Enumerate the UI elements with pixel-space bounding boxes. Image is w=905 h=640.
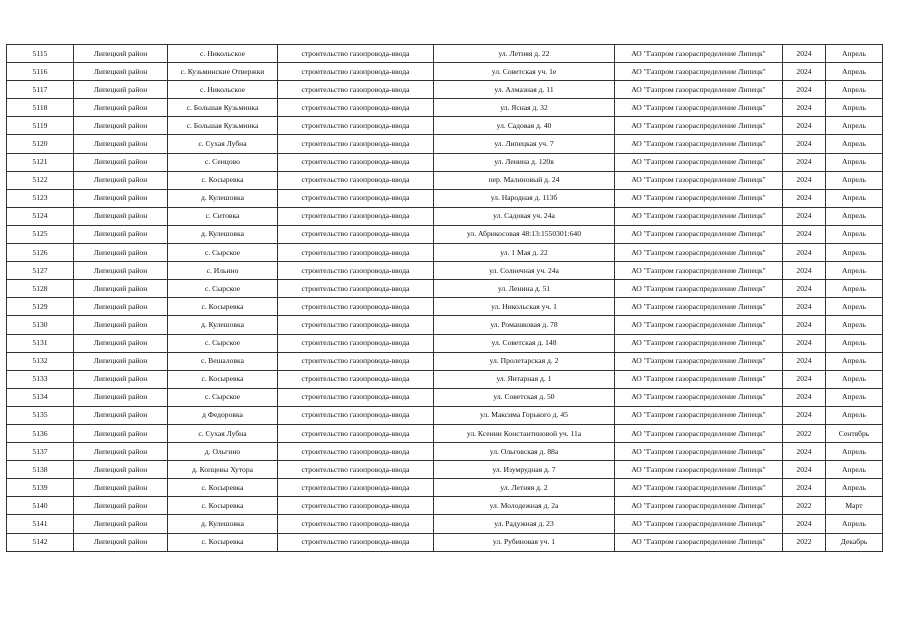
cell-work-type: строительство газопровода-ввода <box>278 244 434 262</box>
cell-row-number: 5119 <box>7 117 74 135</box>
cell-address: ул. Ромашковая д. 78 <box>434 316 615 334</box>
cell-month: Апрель <box>826 189 883 207</box>
cell-month: Апрель <box>826 443 883 461</box>
cell-row-number: 5122 <box>7 171 74 189</box>
cell-address: ул. Летняя д. 22 <box>434 45 615 63</box>
table-row <box>7 334 883 352</box>
cell-row-number: 5138 <box>7 461 74 479</box>
cell-settlement: д. Кулешовка <box>168 515 278 533</box>
cell-work-type: строительство газопровода-ввода <box>278 207 434 225</box>
cell-organization: АО "Газпром газораспределение Липецк" <box>615 352 783 370</box>
cell-address: ул. Ясная д. 32 <box>434 99 615 117</box>
cell-month: Апрель <box>826 388 883 406</box>
table-row <box>7 443 883 461</box>
cell-month: Апрель <box>826 244 883 262</box>
cell-work-type: строительство газопровода-ввода <box>278 334 434 352</box>
cell-district: Липецкий район <box>74 370 168 388</box>
cell-district: Липецкий район <box>74 117 168 135</box>
cell-address: ул. Советская д. 148 <box>434 334 615 352</box>
cell-organization: АО "Газпром газораспределение Липецк" <box>615 189 783 207</box>
cell-address: ул. Ксении Константиновой уч. 11а <box>434 424 615 442</box>
cell-address: ул. Садовая д. 40 <box>434 117 615 135</box>
table-row <box>7 171 883 189</box>
cell-year: 2024 <box>783 479 826 497</box>
cell-settlement: с. Никольское <box>168 45 278 63</box>
cell-district: Липецкий район <box>74 443 168 461</box>
cell-month: Апрель <box>826 370 883 388</box>
cell-address: ул. Максима Горького д. 45 <box>434 406 615 424</box>
cell-work-type: строительство газопровода-ввода <box>278 533 434 551</box>
cell-year: 2022 <box>783 497 826 515</box>
cell-address: ул. Садовая уч. 24а <box>434 207 615 225</box>
cell-year: 2024 <box>783 207 826 225</box>
cell-organization: АО "Газпром газораспределение Липецк" <box>615 497 783 515</box>
cell-row-number: 5116 <box>7 63 74 81</box>
cell-month: Апрель <box>826 461 883 479</box>
document-page <box>6 44 882 552</box>
cell-district: Липецкий район <box>74 479 168 497</box>
cell-year: 2024 <box>783 135 826 153</box>
cell-settlement: с. Косыревка <box>168 298 278 316</box>
table-row <box>7 461 883 479</box>
cell-organization: АО "Газпром газораспределение Липецк" <box>615 244 783 262</box>
cell-settlement: с. Косыревка <box>168 533 278 551</box>
cell-district: Липецкий район <box>74 352 168 370</box>
table-body <box>7 45 883 552</box>
cell-row-number: 5131 <box>7 334 74 352</box>
cell-row-number: 5130 <box>7 316 74 334</box>
cell-work-type: строительство газопровода-ввода <box>278 424 434 442</box>
cell-organization: АО "Газпром газораспределение Липецк" <box>615 63 783 81</box>
cell-organization: АО "Газпром газораспределение Липецк" <box>615 117 783 135</box>
cell-address: ул. Летняя д. 2 <box>434 479 615 497</box>
cell-row-number: 5120 <box>7 135 74 153</box>
cell-work-type: строительство газопровода-ввода <box>278 262 434 280</box>
cell-month: Апрель <box>826 153 883 171</box>
cell-settlement: с. Никольское <box>168 81 278 99</box>
cell-address: ул. Молодежная д. 2а <box>434 497 615 515</box>
cell-year: 2024 <box>783 153 826 171</box>
cell-district: Липецкий район <box>74 406 168 424</box>
cell-district: Липецкий район <box>74 515 168 533</box>
cell-work-type: строительство газопровода-ввода <box>278 63 434 81</box>
cell-address: ул. Народная д. 113б <box>434 189 615 207</box>
cell-row-number: 5142 <box>7 533 74 551</box>
cell-address: пер. Малиновый д. 24 <box>434 171 615 189</box>
cell-address: ул. Ленина д. 120в <box>434 153 615 171</box>
cell-organization: АО "Газпром газораспределение Липецк" <box>615 298 783 316</box>
cell-row-number: 5128 <box>7 280 74 298</box>
cell-settlement: д. Ольгино <box>168 443 278 461</box>
cell-row-number: 5124 <box>7 207 74 225</box>
cell-district: Липецкий район <box>74 63 168 81</box>
cell-work-type: строительство газопровода-ввода <box>278 45 434 63</box>
cell-district: Липецкий район <box>74 81 168 99</box>
cell-settlement: с. Кузьминские Отвержки <box>168 63 278 81</box>
cell-row-number: 5129 <box>7 298 74 316</box>
cell-year: 2024 <box>783 515 826 533</box>
table-row <box>7 99 883 117</box>
cell-organization: АО "Газпром газораспределение Липецк" <box>615 406 783 424</box>
table-row <box>7 153 883 171</box>
cell-address: ул. Рубиновая уч. 1 <box>434 533 615 551</box>
cell-settlement: с. Ильино <box>168 262 278 280</box>
cell-settlement: с. Косыревка <box>168 497 278 515</box>
cell-district: Липецкий район <box>74 533 168 551</box>
cell-address: ул. 1 Мая д. 22 <box>434 244 615 262</box>
cell-row-number: 5118 <box>7 99 74 117</box>
cell-year: 2024 <box>783 45 826 63</box>
table-row <box>7 352 883 370</box>
cell-row-number: 5133 <box>7 370 74 388</box>
cell-month: Апрель <box>826 298 883 316</box>
cell-organization: АО "Газпром газораспределение Липецк" <box>615 316 783 334</box>
cell-district: Липецкий район <box>74 189 168 207</box>
cell-work-type: строительство газопровода-ввода <box>278 171 434 189</box>
cell-settlement: с. Сырское <box>168 244 278 262</box>
table-row <box>7 533 883 551</box>
cell-year: 2024 <box>783 117 826 135</box>
cell-address: ул. Алмазная д. 11 <box>434 81 615 99</box>
cell-month: Апрель <box>826 479 883 497</box>
cell-address: ул. Советская уч. 1е <box>434 63 615 81</box>
cell-year: 2024 <box>783 262 826 280</box>
cell-settlement: с. Ситовка <box>168 207 278 225</box>
cell-organization: АО "Газпром газораспределение Липецк" <box>615 262 783 280</box>
cell-month: Апрель <box>826 45 883 63</box>
cell-district: Липецкий район <box>74 497 168 515</box>
table-row <box>7 280 883 298</box>
cell-district: Липецкий район <box>74 424 168 442</box>
cell-year: 2024 <box>783 99 826 117</box>
cell-year: 2024 <box>783 244 826 262</box>
cell-year: 2024 <box>783 334 826 352</box>
cell-organization: АО "Газпром газораспределение Липецк" <box>615 135 783 153</box>
cell-work-type: строительство газопровода-ввода <box>278 135 434 153</box>
table-row <box>7 388 883 406</box>
cell-address: ул. Пролетарская д. 2 <box>434 352 615 370</box>
cell-address: ул. Советская д. 50 <box>434 388 615 406</box>
cell-month: Апрель <box>826 99 883 117</box>
cell-work-type: строительство газопровода-ввода <box>278 443 434 461</box>
cell-month: Апрель <box>826 117 883 135</box>
cell-month: Апрель <box>826 316 883 334</box>
cell-work-type: строительство газопровода-ввода <box>278 406 434 424</box>
cell-month: Апрель <box>826 334 883 352</box>
cell-month: Сентябрь <box>826 424 883 442</box>
cell-district: Липецкий район <box>74 153 168 171</box>
cell-month: Апрель <box>826 63 883 81</box>
cell-organization: АО "Газпром газораспределение Липецк" <box>615 171 783 189</box>
cell-row-number: 5134 <box>7 388 74 406</box>
cell-address: ул. Изумрудная д. 7 <box>434 461 615 479</box>
cell-settlement: д. Кулешовка <box>168 225 278 243</box>
cell-settlement: с. Сырское <box>168 334 278 352</box>
cell-settlement: с. Сухая Лубна <box>168 135 278 153</box>
cell-district: Липецкий район <box>74 461 168 479</box>
cell-row-number: 5121 <box>7 153 74 171</box>
cell-work-type: строительство газопровода-ввода <box>278 497 434 515</box>
cell-work-type: строительство газопровода-ввода <box>278 225 434 243</box>
cell-work-type: строительство газопровода-ввода <box>278 298 434 316</box>
cell-year: 2024 <box>783 316 826 334</box>
cell-row-number: 5123 <box>7 189 74 207</box>
cell-row-number: 5139 <box>7 479 74 497</box>
cell-month: Март <box>826 497 883 515</box>
table-row <box>7 316 883 334</box>
cell-row-number: 5127 <box>7 262 74 280</box>
cell-organization: АО "Газпром газораспределение Липецк" <box>615 334 783 352</box>
cell-work-type: строительство газопровода-ввода <box>278 99 434 117</box>
cell-year: 2024 <box>783 370 826 388</box>
cell-address: ул. Янтарная д. 1 <box>434 370 615 388</box>
cell-work-type: строительство газопровода-ввода <box>278 515 434 533</box>
cell-year: 2022 <box>783 424 826 442</box>
cell-row-number: 5132 <box>7 352 74 370</box>
cell-organization: АО "Газпром газораспределение Липецк" <box>615 533 783 551</box>
table-row <box>7 497 883 515</box>
cell-row-number: 5140 <box>7 497 74 515</box>
cell-work-type: строительство газопровода-ввода <box>278 388 434 406</box>
cell-settlement: с. Сырское <box>168 280 278 298</box>
cell-settlement: д Федоровка <box>168 406 278 424</box>
cell-organization: АО "Газпром газораспределение Липецк" <box>615 443 783 461</box>
table-row <box>7 298 883 316</box>
cell-address: ул. Радужная д. 23 <box>434 515 615 533</box>
cell-district: Липецкий район <box>74 171 168 189</box>
cell-organization: АО "Газпром газораспределение Липецк" <box>615 99 783 117</box>
cell-year: 2024 <box>783 443 826 461</box>
cell-month: Апрель <box>826 406 883 424</box>
cell-district: Липецкий район <box>74 207 168 225</box>
cell-settlement: с. Большая Кузьминка <box>168 117 278 135</box>
cell-work-type: строительство газопровода-ввода <box>278 153 434 171</box>
gas-connection-table <box>6 44 883 552</box>
cell-district: Липецкий район <box>74 388 168 406</box>
table-row <box>7 515 883 533</box>
table-row <box>7 424 883 442</box>
cell-row-number: 5117 <box>7 81 74 99</box>
cell-year: 2022 <box>783 533 826 551</box>
cell-month: Апрель <box>826 280 883 298</box>
cell-month: Апрель <box>826 225 883 243</box>
cell-organization: АО "Газпром газораспределение Липецк" <box>615 153 783 171</box>
table-row <box>7 262 883 280</box>
cell-settlement: д. Кулешовка <box>168 316 278 334</box>
cell-year: 2024 <box>783 406 826 424</box>
cell-month: Апрель <box>826 352 883 370</box>
cell-district: Липецкий район <box>74 135 168 153</box>
cell-year: 2024 <box>783 298 826 316</box>
cell-year: 2024 <box>783 81 826 99</box>
cell-row-number: 5125 <box>7 225 74 243</box>
table-row <box>7 81 883 99</box>
table-row <box>7 406 883 424</box>
cell-row-number: 5126 <box>7 244 74 262</box>
cell-work-type: строительство газопровода-ввода <box>278 370 434 388</box>
cell-settlement: д. Кулешовка <box>168 189 278 207</box>
cell-work-type: строительство газопровода-ввода <box>278 461 434 479</box>
cell-year: 2024 <box>783 171 826 189</box>
table-row <box>7 117 883 135</box>
cell-district: Липецкий район <box>74 99 168 117</box>
cell-organization: АО "Газпром газораспределение Липецк" <box>615 370 783 388</box>
cell-month: Апрель <box>826 515 883 533</box>
cell-organization: АО "Газпром газораспределение Липецк" <box>615 280 783 298</box>
cell-work-type: строительство газопровода-ввода <box>278 280 434 298</box>
cell-row-number: 5141 <box>7 515 74 533</box>
cell-address: ул. Солнечная уч. 24а <box>434 262 615 280</box>
table-row <box>7 225 883 243</box>
cell-district: Липецкий район <box>74 334 168 352</box>
cell-settlement: с. Вешаловка <box>168 352 278 370</box>
cell-district: Липецкий район <box>74 262 168 280</box>
cell-work-type: строительство газопровода-ввода <box>278 316 434 334</box>
cell-row-number: 5136 <box>7 424 74 442</box>
cell-organization: АО "Газпром газораспределение Липецк" <box>615 81 783 99</box>
cell-settlement: с. Косыревка <box>168 479 278 497</box>
cell-year: 2024 <box>783 280 826 298</box>
cell-organization: АО "Газпром газораспределение Липецк" <box>615 424 783 442</box>
cell-organization: АО "Газпром газораспределение Липецк" <box>615 225 783 243</box>
cell-settlement: с. Сырское <box>168 388 278 406</box>
cell-organization: АО "Газпром газораспределение Липецк" <box>615 45 783 63</box>
cell-year: 2024 <box>783 225 826 243</box>
cell-month: Апрель <box>826 135 883 153</box>
cell-work-type: строительство газопровода-ввода <box>278 352 434 370</box>
cell-organization: АО "Газпром газораспределение Липецк" <box>615 515 783 533</box>
cell-month: Апрель <box>826 207 883 225</box>
cell-address: ул. Ольговская д. 88а <box>434 443 615 461</box>
cell-month: Декабрь <box>826 533 883 551</box>
table-row <box>7 370 883 388</box>
cell-year: 2024 <box>783 189 826 207</box>
table-row <box>7 189 883 207</box>
cell-district: Липецкий район <box>74 280 168 298</box>
cell-settlement: с. Сухая Лубна <box>168 424 278 442</box>
cell-month: Апрель <box>826 171 883 189</box>
cell-work-type: строительство газопровода-ввода <box>278 81 434 99</box>
cell-work-type: строительство газопровода-ввода <box>278 189 434 207</box>
cell-address: ул. Ленина д. 51 <box>434 280 615 298</box>
cell-district: Липецкий район <box>74 45 168 63</box>
table-row <box>7 135 883 153</box>
table-row <box>7 479 883 497</box>
cell-year: 2024 <box>783 352 826 370</box>
cell-work-type: строительство газопровода-ввода <box>278 479 434 497</box>
cell-settlement: с. Косыревка <box>168 370 278 388</box>
cell-work-type: строительство газопровода-ввода <box>278 117 434 135</box>
cell-month: Апрель <box>826 262 883 280</box>
cell-address: ул. Никольская уч. 1 <box>434 298 615 316</box>
cell-year: 2024 <box>783 63 826 81</box>
cell-district: Липецкий район <box>74 298 168 316</box>
cell-year: 2024 <box>783 388 826 406</box>
cell-year: 2024 <box>783 461 826 479</box>
cell-district: Липецкий район <box>74 244 168 262</box>
cell-address: ул. Липецкая уч. 7 <box>434 135 615 153</box>
cell-organization: АО "Газпром газораспределение Липецк" <box>615 388 783 406</box>
cell-organization: АО "Газпром газораспределение Липецк" <box>615 479 783 497</box>
cell-month: Апрель <box>826 81 883 99</box>
cell-settlement: с. Сенцово <box>168 153 278 171</box>
table-row <box>7 45 883 63</box>
table-row <box>7 244 883 262</box>
cell-row-number: 5137 <box>7 443 74 461</box>
cell-settlement: с. Косыревка <box>168 171 278 189</box>
cell-settlement: д. Копцевы Хутора <box>168 461 278 479</box>
cell-settlement: с. Большая Кузьминка <box>168 99 278 117</box>
cell-organization: АО "Газпром газораспределение Липецк" <box>615 461 783 479</box>
cell-organization: АО "Газпром газораспределение Липецк" <box>615 207 783 225</box>
table-row <box>7 63 883 81</box>
cell-row-number: 5115 <box>7 45 74 63</box>
cell-address: ул. Абрикосовая 48:13:1550301:640 <box>434 225 615 243</box>
cell-district: Липецкий район <box>74 316 168 334</box>
table-row <box>7 207 883 225</box>
cell-district: Липецкий район <box>74 225 168 243</box>
cell-row-number: 5135 <box>7 406 74 424</box>
